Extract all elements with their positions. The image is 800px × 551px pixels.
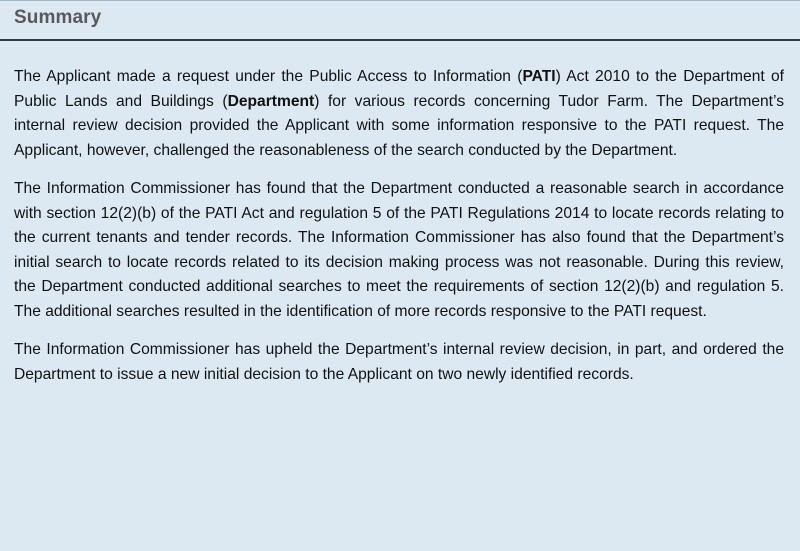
summary-paragraph-2: The Information Commissioner has found that the Department conducted a reasonable search in accordance with section 12(2)(b) of the PATI Act and regulation 5 of the PATI Regulations 2014 to locate records relating to the current tenants and tender records. The Information Commissioner has also found that the Department’s initial search to locate records related to its decision making process was not reasonable. During this review, the Department conducted additional searches to meet the requirements of section 12(2)(b) and regulation 5. The additional searches resulted in the identification of more records responsive to the PATI request. bbox=[14, 180, 784, 320]
summary-paragraph-1 bbox=[14, 65, 784, 163]
summary-header bbox=[0, 1, 800, 41]
p1-text-3: ) for various records concerning Tudor Farm. The Department’s internal review decision provided the Applicant with some information responsive to the PATI request. The Applicant, however, challenged the reasonableness of the search conducted by the Department. bbox=[14, 92, 784, 159]
p1-text-2: ) Act 2010 to the Department of Public Lands and Buildings ( bbox=[14, 68, 784, 110]
summary-paragraph-3: The Information Commissioner has upheld the Department’s internal review decision, in part, and ordered the Department to issue a new initial decision to the Applicant on two newly identified records. bbox=[14, 341, 784, 383]
pati-term: PATI bbox=[522, 68, 556, 85]
summary-title: Summary bbox=[14, 7, 102, 28]
department-term: Department bbox=[227, 92, 315, 110]
summary-body bbox=[0, 41, 800, 387]
p1-text-1: The Applicant made a request under the Public Access to Information ( bbox=[14, 68, 523, 85]
